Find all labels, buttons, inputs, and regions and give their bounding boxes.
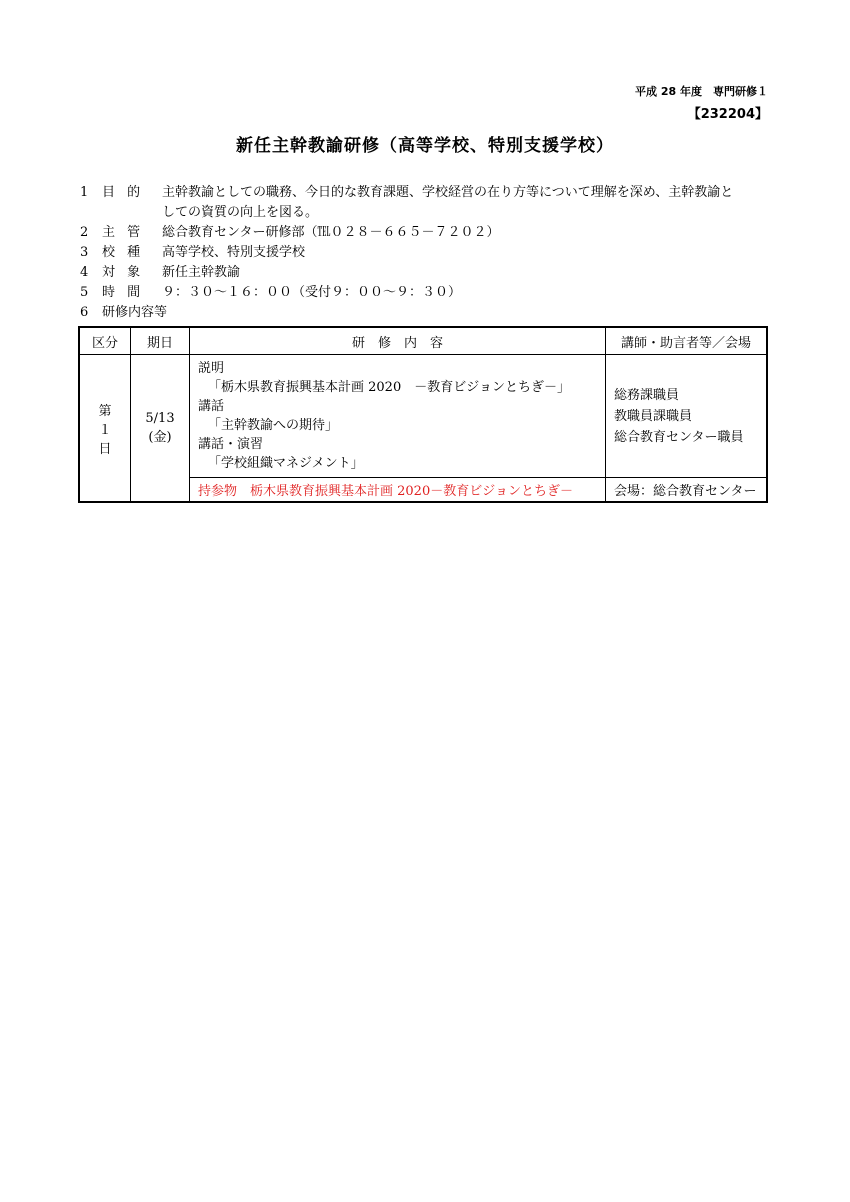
outline-item-target bbox=[80, 263, 770, 283]
page-title: 新任主幹教諭研修（高等学校、特別支援学校） bbox=[236, 136, 614, 156]
content-line: 説明 bbox=[198, 361, 225, 376]
day-char: １ bbox=[98, 422, 112, 438]
content-cell bbox=[190, 355, 606, 478]
training-schedule-table bbox=[78, 326, 768, 503]
day-char: 日 bbox=[98, 441, 112, 457]
item-number: 1 bbox=[80, 185, 89, 200]
course-code: 【232204】 bbox=[687, 107, 768, 122]
item-label: 研修内容等 bbox=[102, 305, 168, 320]
outline-item-purpose bbox=[80, 183, 770, 223]
header-content: 研 修 内 容 bbox=[190, 327, 606, 355]
header-date: 期日 bbox=[131, 327, 190, 355]
date-value: 5/13 bbox=[145, 411, 175, 426]
table-row bbox=[79, 355, 767, 478]
outline-list bbox=[80, 183, 770, 323]
item-number: 3 bbox=[80, 245, 89, 260]
outline-item-organizer bbox=[80, 223, 770, 243]
lecturer: 総務課職員 bbox=[614, 387, 680, 403]
day-cell bbox=[79, 355, 131, 503]
item-label: 校 種 bbox=[102, 245, 145, 260]
lecturer: 総合教育センター職員 bbox=[614, 429, 744, 445]
outline-item-contents bbox=[80, 303, 770, 323]
item-number: 2 bbox=[80, 225, 89, 240]
content-line: 講話 bbox=[198, 399, 225, 414]
table-header-row bbox=[79, 327, 767, 355]
venue: 会場：総合教育センター bbox=[606, 478, 768, 503]
item-value: 新任主幹教諭 bbox=[162, 265, 241, 280]
item-label: 目 的 bbox=[102, 185, 145, 200]
item-value: 総合教育センター研修部（℡０２８－６６５－７２０２） bbox=[162, 225, 500, 240]
weekday: (金) bbox=[148, 430, 172, 445]
item-label: 対 象 bbox=[102, 265, 145, 280]
item-label: 時 間 bbox=[102, 285, 145, 300]
item-value: 高等学校、特別支援学校 bbox=[162, 245, 306, 260]
day-char: 第 bbox=[98, 403, 112, 419]
content-line: 「栃木県教育振興基本計画 2020 －教育ビジョンとちぎ－」 bbox=[208, 380, 570, 395]
content-line: 「学校組織マネジメント」 bbox=[208, 456, 364, 471]
bring-items: 持参物 栃木県教育振興基本計画 2020－教育ビジョンとちぎ－ bbox=[190, 478, 606, 503]
header-lecturer: 講師・助言者等／会場 bbox=[606, 327, 768, 355]
item-value: ９：３０～１６：００（受付９：００～９：３０） bbox=[162, 285, 462, 300]
fiscal-year-label: 平成 28 年度 専門研修１ bbox=[635, 85, 768, 98]
item-label: 主 管 bbox=[102, 225, 145, 240]
item-value-continued: しての資質の向上を図る。 bbox=[162, 205, 319, 220]
date-cell bbox=[131, 355, 190, 503]
content-line: 「主幹教諭への期待」 bbox=[208, 418, 339, 433]
outline-item-school-type bbox=[80, 243, 770, 263]
item-number: 6 bbox=[80, 305, 89, 320]
item-value: 主幹教諭としての職務、今日的な教育課題、学校経営の在り方等について理解を深め、主幹教諭と bbox=[162, 185, 734, 200]
item-number: 5 bbox=[80, 285, 89, 300]
lecturer-cell bbox=[606, 355, 768, 478]
outline-item-time bbox=[80, 283, 770, 303]
header-division: 区分 bbox=[79, 327, 131, 355]
item-number: 4 bbox=[80, 265, 89, 280]
lecturer: 教職員課職員 bbox=[614, 408, 693, 424]
content-line: 講話・演習 bbox=[198, 437, 264, 452]
